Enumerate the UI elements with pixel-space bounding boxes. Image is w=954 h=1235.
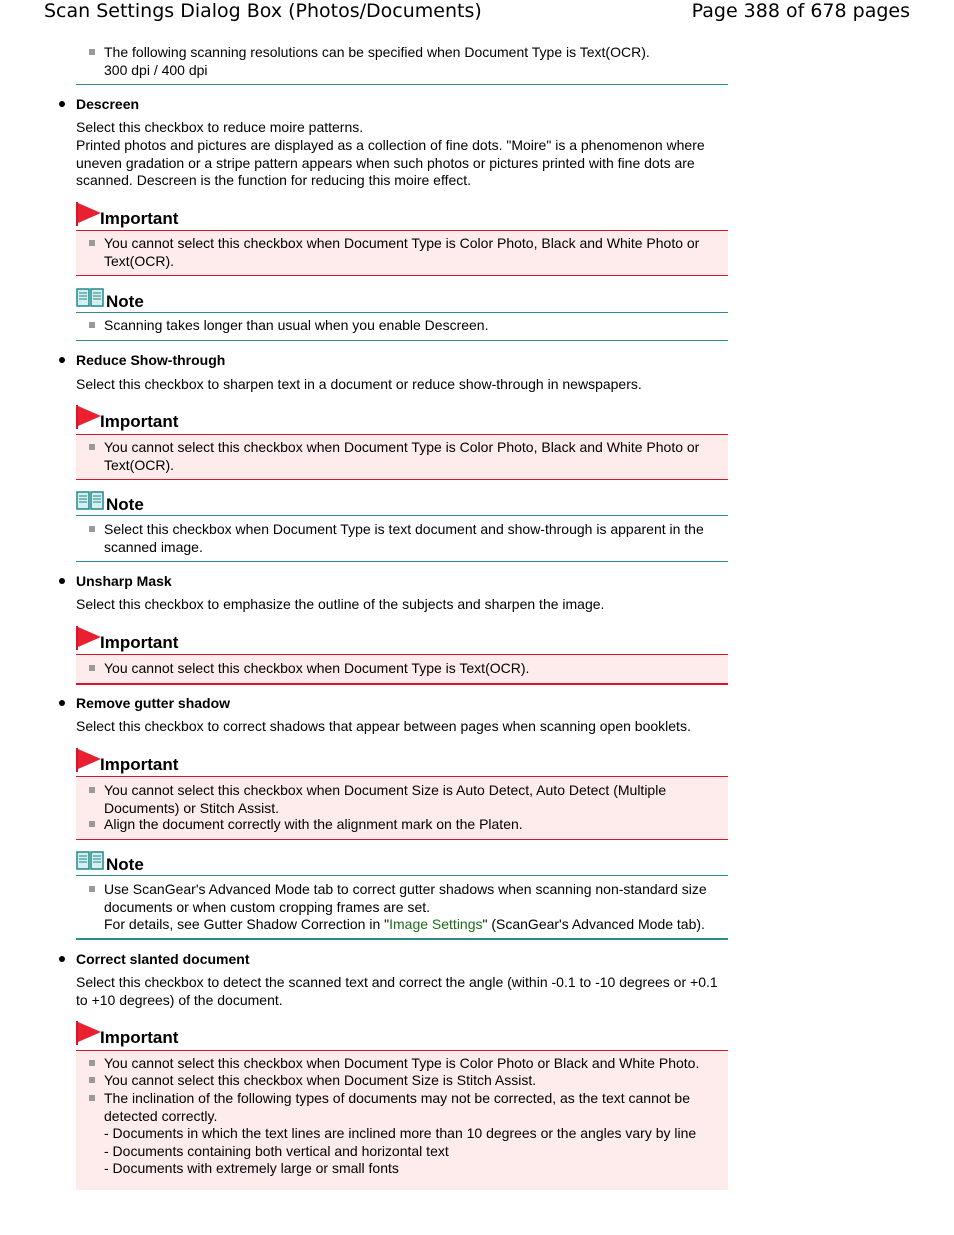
bullet-dot-icon [59, 700, 65, 706]
image-settings-link[interactable]: Image Settings [389, 916, 483, 932]
important-title: Important [100, 1028, 179, 1047]
bullet-square-icon [89, 1095, 95, 1101]
note-title: Note [106, 855, 144, 874]
important-title: Important [100, 412, 179, 431]
bullet-dot-icon [59, 357, 65, 363]
book-note-icon [76, 850, 104, 872]
bullet-square-icon [89, 1060, 95, 1066]
book-note-icon [76, 287, 104, 309]
bullet-square-icon [89, 1077, 95, 1083]
list-item: You cannot select this checkbox when Document Type is Text(OCR). [89, 660, 719, 678]
note-details: For details, see Gutter Shadow Correction in "Image Settings" (ScanGear's Advanced Mode tab). [104, 916, 705, 932]
paragraph: Select this checkbox to sharpen text in a document or reduce show-through in newspapers. [76, 376, 642, 392]
bullet-square-icon [89, 886, 95, 892]
red-flag-icon [76, 748, 102, 772]
list-item: Use ScanGear's Advanced Mode tab to correct gutter shadows when scanning non-standard size documents or when custom cropping frames are set. [89, 881, 719, 916]
divider [76, 340, 728, 341]
red-flag-icon [76, 626, 102, 650]
bullet-dot-icon [59, 101, 65, 107]
note-title: Note [106, 292, 144, 311]
book-note-icon [76, 490, 104, 512]
red-flag-icon [76, 405, 102, 429]
list-item: Select this checkbox when Document Type is text document and show-through is apparent in the scanned image. [89, 521, 719, 556]
list-item: You cannot select this checkbox when Document Type is Color Photo, Black and White Photo or Text(OCR). [89, 235, 719, 270]
divider [76, 84, 728, 85]
important-title: Important [100, 755, 179, 774]
bullet-square-icon [89, 526, 95, 532]
sub-item: - Documents with extremely large or small fonts [104, 1160, 399, 1176]
bullet-square-icon [89, 49, 95, 55]
list-item: You cannot select this checkbox when Document Size is Auto Detect, Auto Detect (Multiple Documents) or Stitch Assist. [89, 782, 719, 817]
list-item: You cannot select this checkbox when Document Type is Color Photo or Black and White Photo. [89, 1055, 719, 1073]
list-item: The inclination of the following types of documents may not be corrected, as the text cannot be detected correctly. [89, 1090, 719, 1125]
divider [76, 561, 728, 562]
red-flag-icon [76, 1021, 102, 1045]
bullet-square-icon [89, 444, 95, 450]
list-item: The following scanning resolutions can be specified when Document Type is Text(OCR). [89, 44, 719, 62]
section-heading-gutter-shadow: Remove gutter shadow [76, 695, 231, 711]
bullet-square-icon [89, 665, 95, 671]
page-header [0, 0, 954, 30]
important-title: Important [100, 209, 179, 228]
sub-item: - Documents containing both vertical and horizontal text [104, 1143, 449, 1159]
bullet-dot-icon [59, 578, 65, 584]
divider [76, 683, 728, 685]
list-item: Scanning takes longer than usual when you enable Descreen. [89, 317, 719, 335]
paragraph: Select this checkbox to detect the scanned text and correct the angle (within -0.1 to -10 degrees or +0.1 to +10 degrees) of the document. [76, 974, 718, 1008]
section-heading-descreen: Descreen [76, 96, 140, 112]
list-item: You cannot select this checkbox when Document Type is Color Photo, Black and White Photo or Text(OCR). [89, 439, 719, 474]
bullet-dot-icon [59, 956, 65, 962]
red-flag-icon [76, 202, 102, 226]
divider [76, 839, 728, 840]
page-number: Page 388 of 678 pages [691, 0, 910, 22]
list-item: You cannot select this checkbox when Document Size is Stitch Assist. [89, 1072, 719, 1090]
resolution-values: 300 dpi / 400 dpi [104, 62, 208, 78]
bullet-square-icon [89, 821, 95, 827]
section-heading-slanted: Correct slanted document [76, 951, 250, 967]
divider [76, 938, 728, 940]
divider [76, 875, 728, 876]
paragraph: Printed photos and pictures are displayed as a collection of fine dots. "Moire" is a phenomenon where uneven gradation or a stripe pattern appears when such photos or pictures printed with fine dots are scanned. Descreen is the function for reducing this moire effect. [76, 137, 705, 188]
list-item: Align the document correctly with the alignment mark on the Platen. [89, 816, 719, 834]
sub-item: - Documents in which the text lines are inclined more than 10 degrees or the angles vary by line [104, 1125, 697, 1141]
bullet-square-icon [89, 240, 95, 246]
divider [76, 515, 728, 516]
paragraph: Select this checkbox to emphasize the outline of the subjects and sharpen the image. [76, 596, 605, 612]
note-title: Note [106, 495, 144, 514]
divider [76, 479, 728, 480]
paragraph: Select this checkbox to correct shadows that appear between pages when scanning open booklets. [76, 718, 691, 734]
important-title: Important [100, 633, 179, 652]
paragraph: Select this checkbox to reduce moire patterns. [76, 119, 364, 135]
page-title: Scan Settings Dialog Box (Photos/Documents) [44, 0, 482, 22]
bullet-square-icon [89, 787, 95, 793]
divider [76, 275, 728, 276]
section-heading-unsharp-mask: Unsharp Mask [76, 573, 172, 589]
section-heading-show-through: Reduce Show-through [76, 352, 226, 368]
bullet-square-icon [89, 322, 95, 328]
divider [76, 312, 728, 313]
